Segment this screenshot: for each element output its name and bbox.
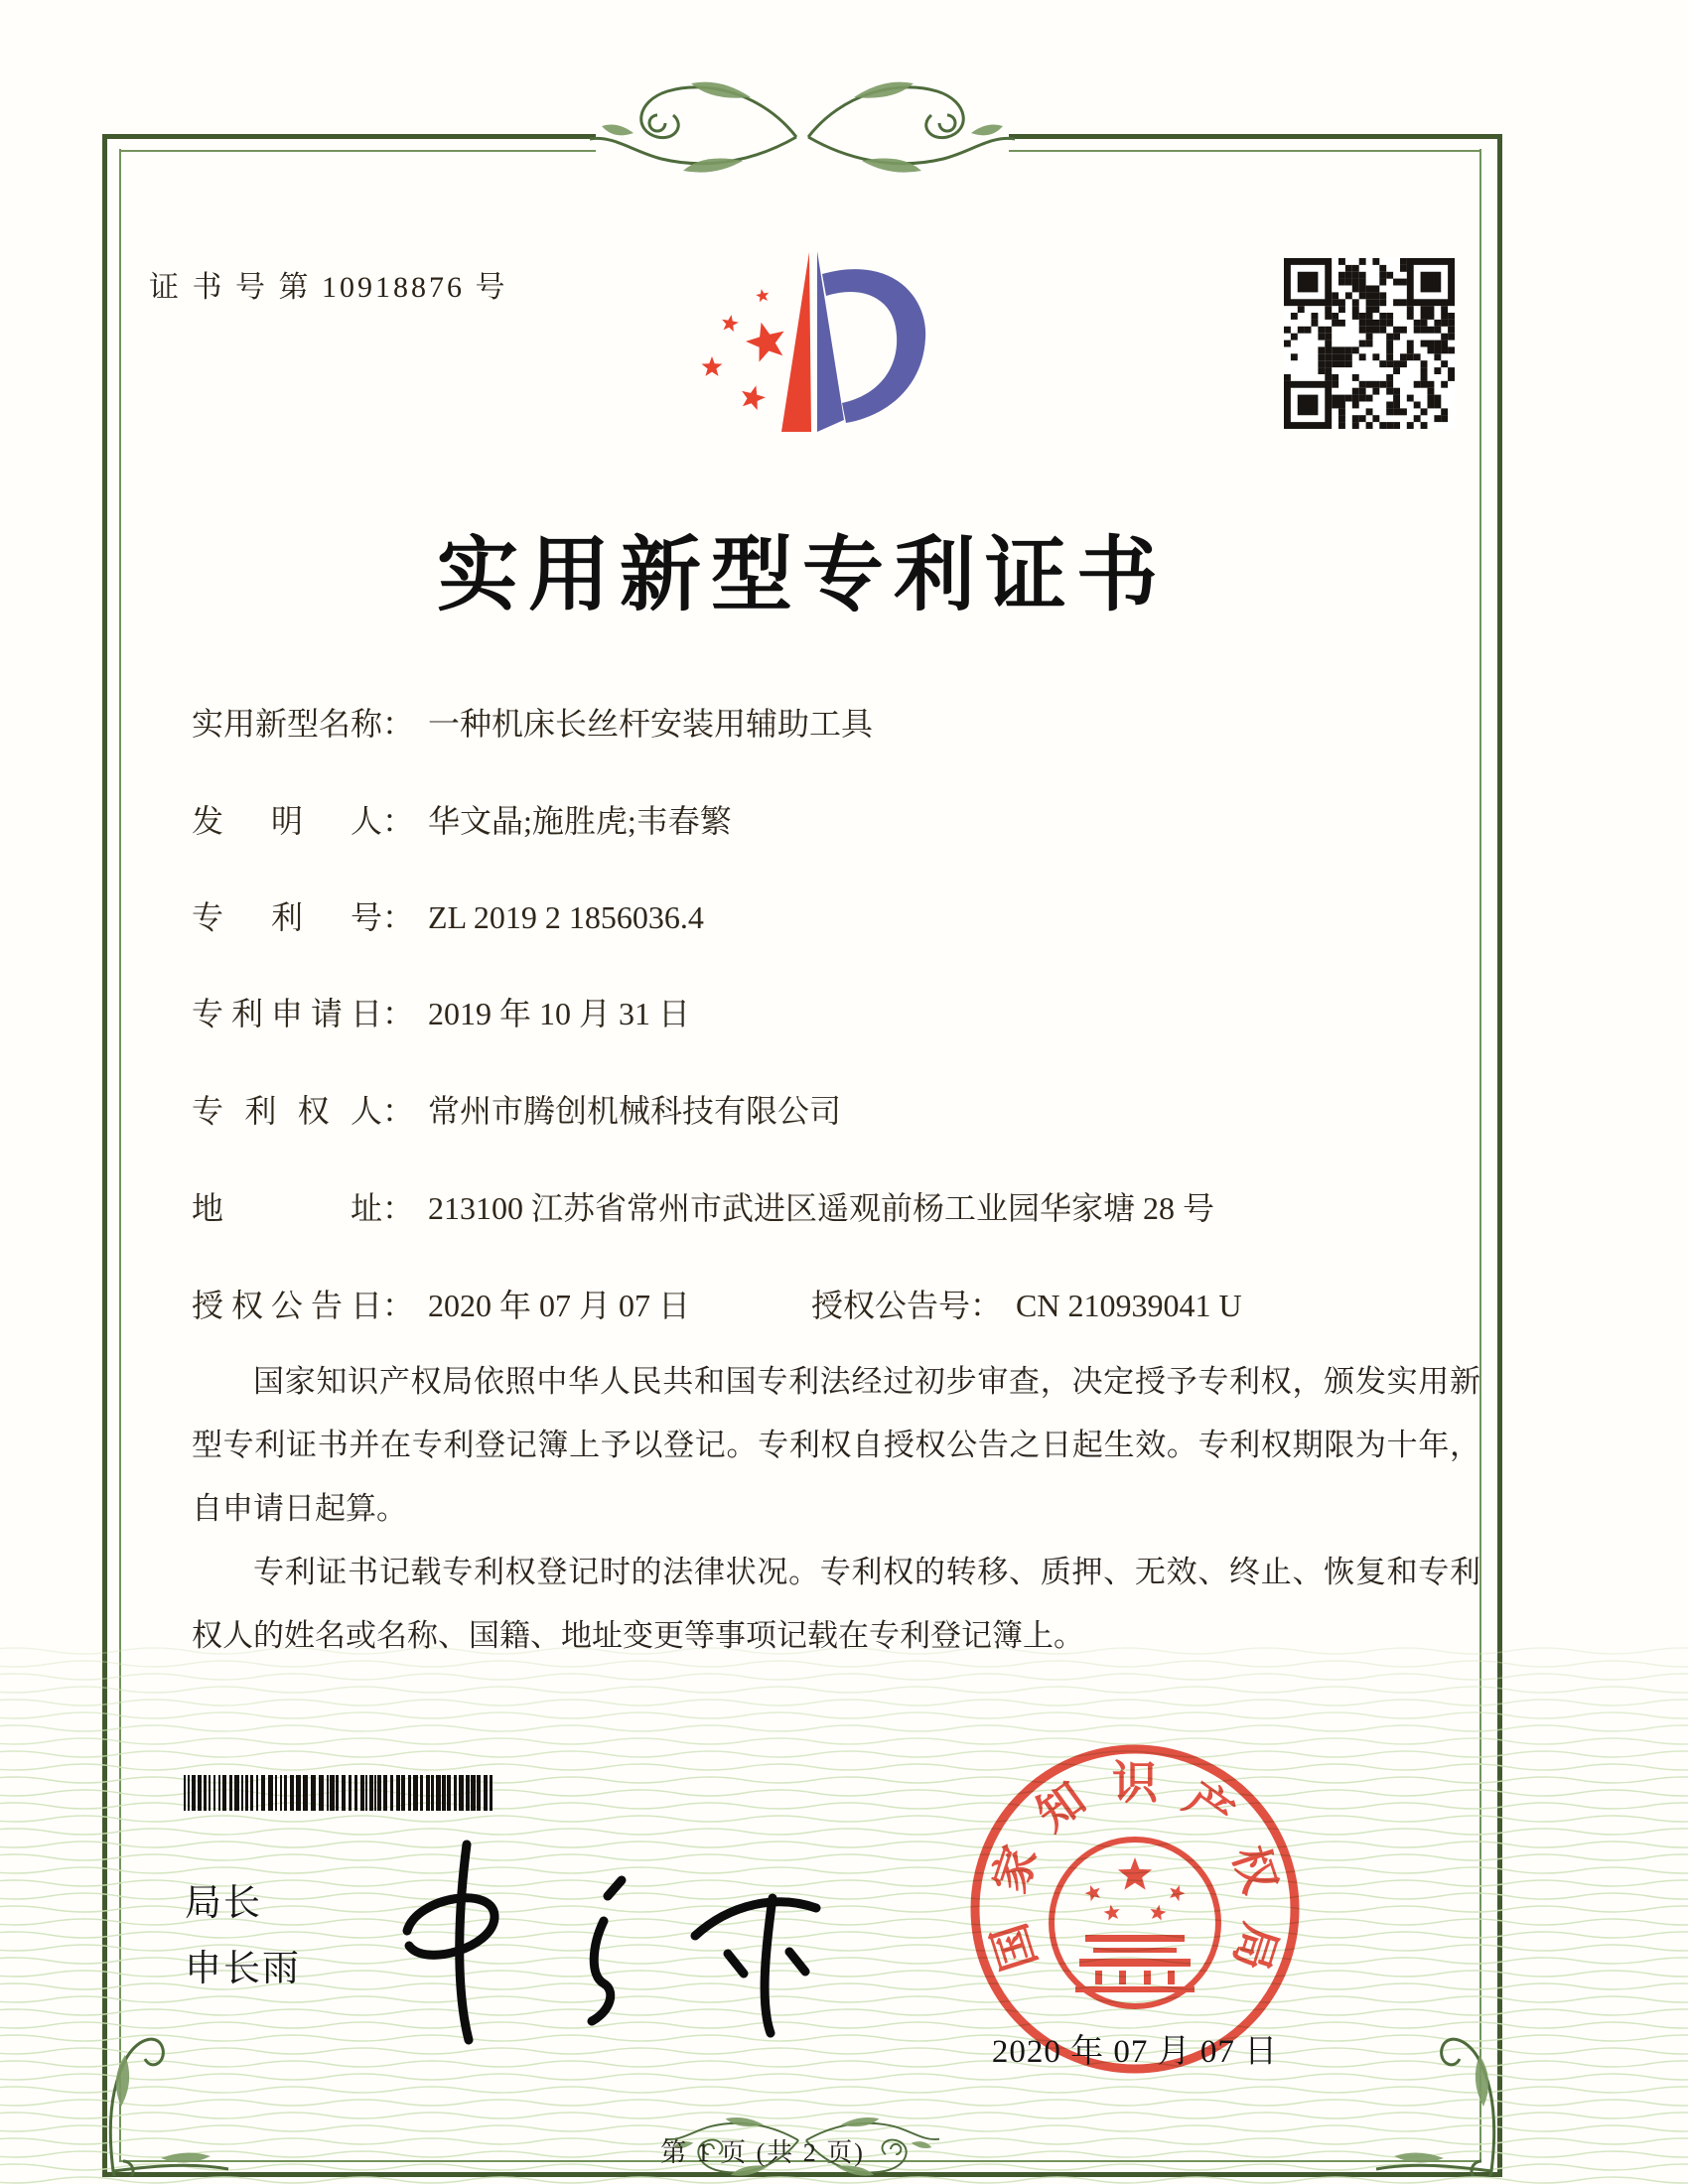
field-row-patent-number: [192, 892, 704, 938]
svg-text:局: 局: [1223, 1917, 1287, 1977]
field-value: 2020 年 07 月 07 日: [428, 1288, 691, 1323]
field-value: 常州市腾创机械科技有限公司: [428, 1093, 842, 1129]
colon: ：: [382, 899, 415, 935]
certificate-number: 证 书 号 第 10918876 号: [149, 271, 508, 304]
barcode: [184, 1775, 493, 1811]
colon: ：: [382, 1190, 415, 1226]
field-value: ZL 2019 2 1856036.4: [428, 899, 704, 935]
svg-text:家: 家: [983, 1840, 1047, 1899]
field-value: 2019 年 10 月 31 日: [428, 996, 691, 1031]
svg-text:权: 权: [1223, 1840, 1287, 1899]
field-label: 发明人: [192, 803, 382, 839]
officer-name: 申长雨: [185, 1948, 301, 1988]
field-label: 专利申请日: [192, 996, 382, 1031]
svg-text:产: 产: [1175, 1772, 1242, 1842]
officer-title: 局长: [185, 1882, 262, 1923]
frame-top-outer-right: [1009, 134, 1502, 139]
field-label: 地址: [192, 1190, 382, 1226]
field-value: 华文晶;施胜虎;韦春繁: [428, 803, 732, 839]
certificate-title: 实用新型专利证书: [436, 530, 1168, 620]
legal-paragraph-2: 专利证书记载专利权登记时的法律状况。专利权的转移、质押、无效、终止、恢复和专利权人的姓名或名称、国籍、地址变更等事项记载在专利登记簿上。: [192, 1555, 1480, 1653]
colon: ：: [970, 1288, 1003, 1323]
field-row-address: [192, 1183, 1214, 1229]
svg-text:识: 识: [1112, 1757, 1158, 1809]
field-value: 213100 江苏省常州市武进区遥观前杨工业园华家塘 28 号: [428, 1190, 1215, 1226]
field-row-grant-date: [192, 1281, 1242, 1326]
field-value: CN 210939041 U: [1016, 1288, 1242, 1323]
field-label: 实用新型名称: [192, 706, 383, 742]
field-label: 授权公告号: [811, 1288, 971, 1323]
svg-text:知: 知: [1028, 1772, 1095, 1842]
colon: ：: [382, 996, 415, 1031]
field-row-inventors: [192, 796, 732, 842]
colon: ：: [382, 1093, 415, 1129]
field-label: 授权公告日: [192, 1288, 382, 1323]
legal-paragraph-1: 国家知识产权局依照中华人民共和国专利法经过初步审查，决定授予专利权，颁发实用新型专利证书并在专利登记簿上予以登记。专利权自授权公告之日起生效。专利权期限为十年，自申请日起算。: [192, 1364, 1480, 1526]
field-row-utility-model-name: [192, 699, 873, 745]
top-center-flourish-ornament: [586, 75, 1019, 199]
field-label: 专利权人: [192, 1093, 382, 1129]
handwritten-signature: [348, 1827, 854, 2050]
field-row-patentee: [192, 1086, 841, 1132]
colon: ：: [382, 803, 415, 839]
svg-text:国: 国: [983, 1917, 1047, 1977]
legal-text-block: [192, 1350, 1480, 1668]
field-label: 专利号: [192, 899, 382, 935]
seal-date: 2020 年 07 月 07 日: [991, 2034, 1279, 2070]
cnipa-patent-logo-icon: [695, 244, 933, 443]
colon: ：: [382, 706, 415, 742]
frame-top-inner-left: [119, 150, 596, 152]
field-value: 一种机床长丝杆安装用辅助工具: [428, 706, 874, 742]
qr-code: [1284, 258, 1455, 429]
field-row-filing-date: [192, 989, 690, 1034]
field-grant-publication-number: [811, 1281, 1242, 1326]
frame-top-inner-right: [1009, 150, 1481, 152]
frame-top-outer-left: [102, 134, 596, 139]
colon: ：: [382, 1288, 415, 1323]
page-footer: 第 1 页 (共 2 页): [660, 2138, 865, 2167]
